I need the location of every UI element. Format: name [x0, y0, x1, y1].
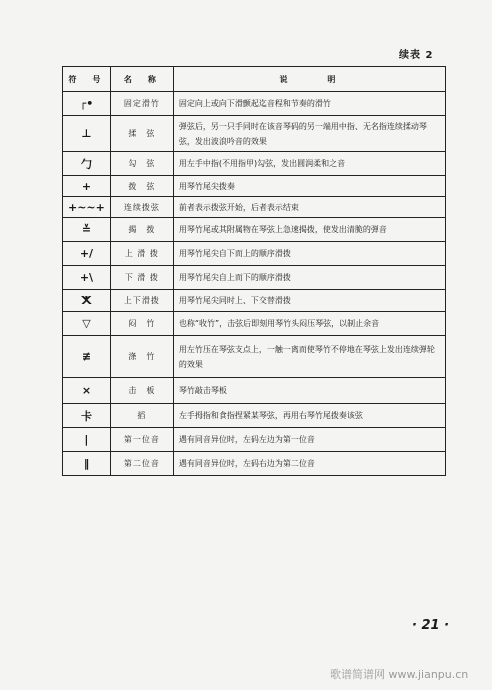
table-row — [63, 266, 446, 290]
table-row — [63, 336, 446, 378]
name-cell: 下 滑 拨 — [110, 266, 173, 290]
description-cell: 用琴竹尾尖自上而下的顺序滑拨 — [173, 266, 445, 290]
symbol-table — [62, 66, 446, 476]
symbol-cell: +\ — [63, 266, 111, 290]
name-cell: 上下滑拨 — [110, 290, 173, 312]
symbol-cell: +~~+ — [63, 197, 111, 218]
description-cell: 遇有同音异位时，左码右边为第二位音 — [173, 452, 445, 476]
table-row — [63, 452, 446, 476]
table-row — [63, 404, 446, 428]
description-cell: 遇有同音异位时，左码左边为第一位音 — [173, 428, 445, 452]
name-cell: 勾 弦 — [110, 152, 173, 176]
table-header-row — [63, 67, 446, 92]
description-cell: 前者表示拨弦开始，后者表示结束 — [173, 197, 445, 218]
table-row — [63, 290, 446, 312]
description-cell: 固定向上或向下滑颤起迄音程和节奏的滑竹 — [173, 92, 445, 116]
name-cell: 固定滑竹 — [110, 92, 173, 116]
header-symbol: 符 号 — [63, 67, 111, 92]
description-cell: 用琴竹尾尖拨奏 — [173, 176, 445, 197]
description-cell: 弹弦后，另一只手同时在该音琴码的另一端用中指、无名指连续揉动琴弦，发出波浪吟音的效果 — [173, 116, 445, 152]
table-row — [63, 152, 446, 176]
name-cell: 涤 竹 — [110, 336, 173, 378]
name-cell: 拨 弦 — [110, 176, 173, 197]
table-row — [63, 197, 446, 218]
symbol-cell: +/ — [63, 242, 111, 266]
table-row — [63, 242, 446, 266]
symbol-cell: ┌• — [63, 92, 111, 116]
description-cell: 用左手中指(不用指甲)勾弦，发出圆润柔和之音 — [173, 152, 445, 176]
header-name: 名 称 — [110, 67, 173, 92]
symbol-cell: ⵅ — [63, 290, 111, 312]
symbol-cell: ≚ — [63, 218, 111, 242]
description-cell: 用琴竹尾尖自下而上的顺序滑拨 — [173, 242, 445, 266]
name-cell: 揉 弦 — [110, 116, 173, 152]
table-row — [63, 116, 446, 152]
description-cell: 左手拇指和食指捏紧某琴弦，再用右琴竹尾拨奏该弦 — [173, 404, 445, 428]
table-row — [63, 218, 446, 242]
name-cell: 第二位音 — [110, 452, 173, 476]
symbol-cell: 卡 — [63, 404, 111, 428]
page-number: · 21 · — [412, 618, 450, 633]
symbol-cell: ≢ — [63, 336, 111, 378]
description-cell: 用左竹压在琴弦支点上，一触一离而使琴竹不停地在琴弦上发出连续弹轮的效果 — [173, 336, 445, 378]
name-cell: 揭 拨 — [110, 218, 173, 242]
table-row — [63, 312, 446, 336]
symbol-cell: 勹 — [63, 152, 111, 176]
symbol-cell: + — [63, 176, 111, 197]
table-row — [63, 176, 446, 197]
description-cell: 用琴竹尾或其附属物在琴弦上急速揭拨，使发出清脆的弹音 — [173, 218, 445, 242]
name-cell: 第一位音 — [110, 428, 173, 452]
description-cell: 琴竹敲击琴板 — [173, 378, 445, 404]
symbol-cell: | — [63, 428, 111, 452]
watermark: 歌谱简谱网 www.jianpu.cn — [330, 668, 469, 681]
description-cell: 也称“收竹”，击弦后即刻用琴竹头闷压琴弦，以制止余音 — [173, 312, 445, 336]
page-label: 续表 2 — [399, 50, 434, 61]
symbol-cell: ‖ — [63, 452, 111, 476]
header-description: 说 明 — [173, 67, 445, 92]
symbol-cell: × — [63, 378, 111, 404]
name-cell: 闷 竹 — [110, 312, 173, 336]
table-row — [63, 378, 446, 404]
name-cell: 搯 — [110, 404, 173, 428]
name-cell: 击 板 — [110, 378, 173, 404]
description-cell: 用琴竹尾尖同时上、下交替滑拨 — [173, 290, 445, 312]
name-cell: 连续拨弦 — [110, 197, 173, 218]
table-row — [63, 92, 446, 116]
symbol-cell: ▽ — [63, 312, 111, 336]
symbol-cell: ⊥ — [63, 116, 111, 152]
table-row — [63, 428, 446, 452]
name-cell: 上 滑 拨 — [110, 242, 173, 266]
